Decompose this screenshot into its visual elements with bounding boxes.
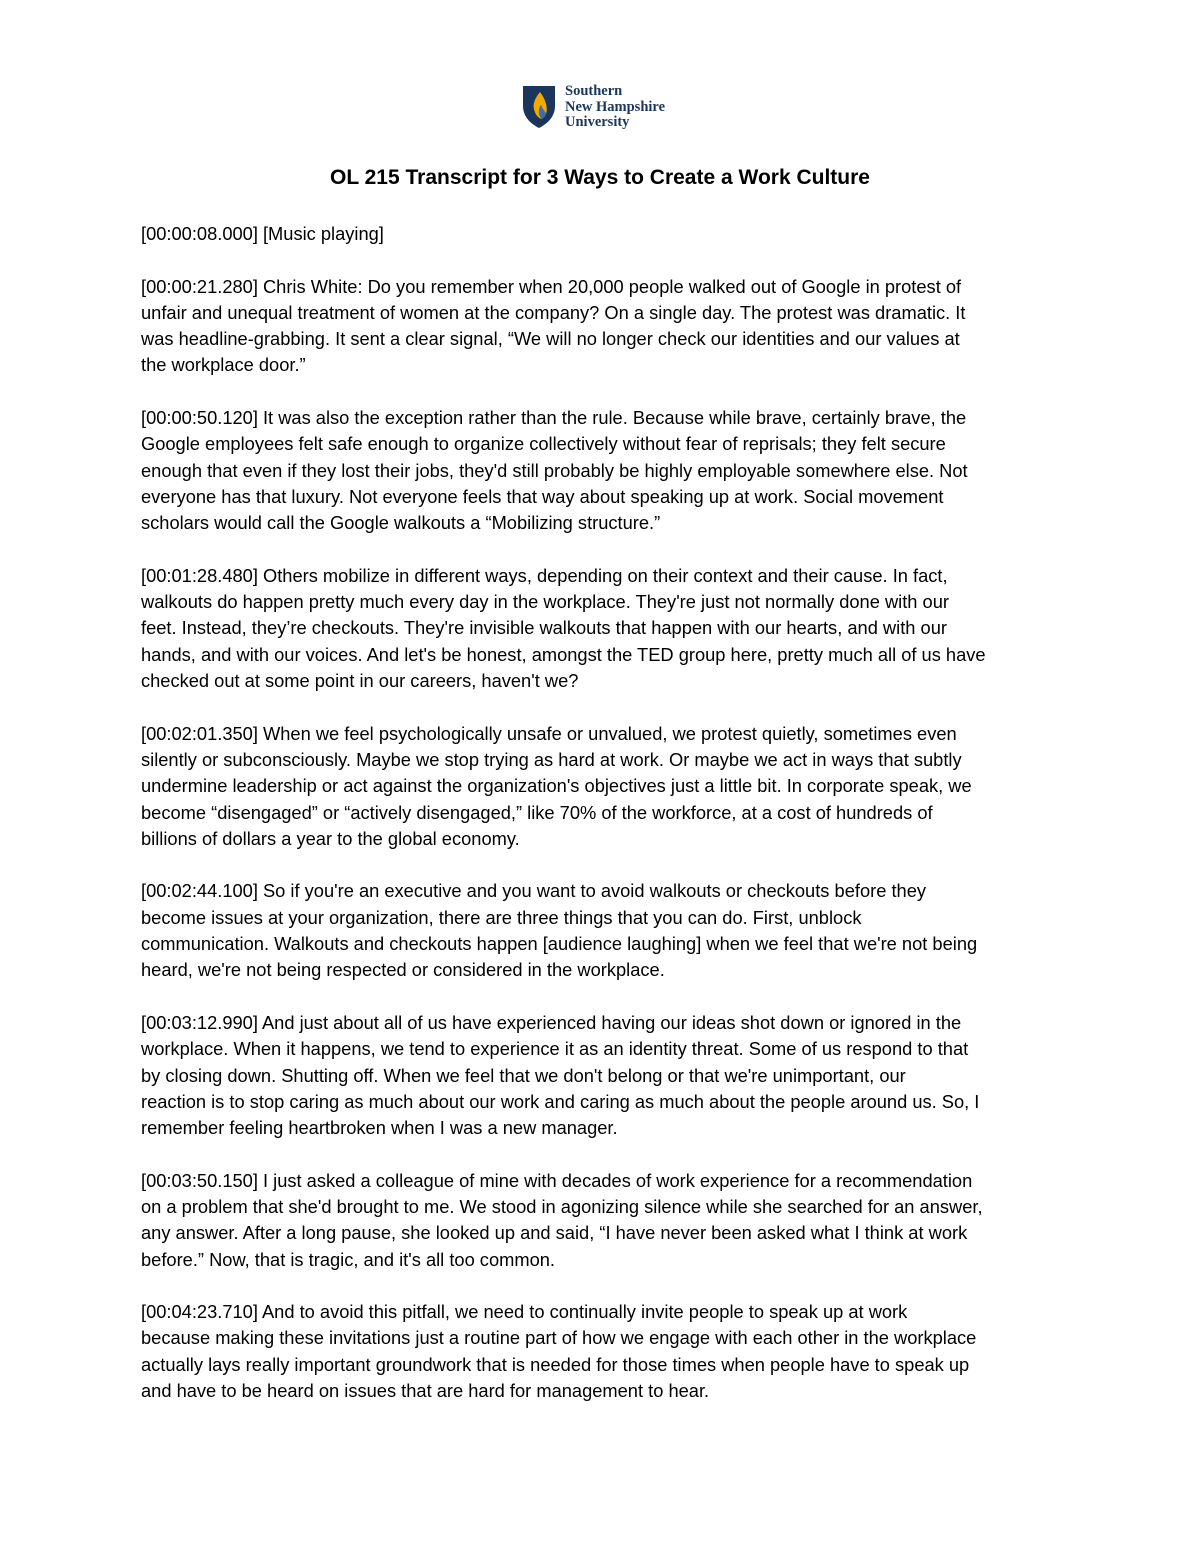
transcript-line: any answer. After a long pause, she looked up and said, “I have never been asked what I think at work: [141, 1222, 968, 1244]
transcript-paragraph: [141, 1299, 1066, 1404]
transcript-line: by closing down. Shutting off. When we feel that we don't belong or that we're unimportant, our: [141, 1064, 906, 1086]
transcript-line: everyone has that luxury. Not everyone feels that way about speaking up at work. Social movement: [141, 485, 944, 507]
transcript-line: feet. Instead, they’re checkouts. They're invisible walkouts that happen with our hearts, and with our: [141, 617, 947, 639]
transcript-paragraph: [141, 721, 1066, 852]
transcript-paragraph: [141, 1010, 1066, 1141]
logo-line: Southern: [565, 83, 623, 99]
transcript-body: [141, 221, 1066, 1431]
transcript-line: communication. Walkouts and checkouts happen [audience laughing] when we feel that we're not being: [141, 933, 978, 955]
transcript-paragraph: [141, 878, 1066, 983]
transcript-line: billions of dollars a year to the global economy.: [141, 827, 520, 849]
transcript-line: [00:01:28.480] Others mobilize in different ways, depending on their context and their cause. In fact,: [141, 564, 948, 586]
logo-line: University: [565, 114, 630, 130]
transcript-line: the workplace door.”: [141, 354, 306, 376]
transcript-paragraph: [141, 1168, 1066, 1273]
transcript-line: [00:04:23.710] And to avoid this pitfall, we need to continually invite people to speak up at work: [141, 1301, 908, 1323]
transcript-line: [00:02:44.100] So if you're an executive and you want to avoid walkouts or checkouts before they: [141, 880, 926, 902]
transcript-line: because making these invitations just a routine part of how we engage with each other in the workplace: [141, 1327, 977, 1349]
transcript-line: [00:02:01.350] When we feel psychologically unsafe or unvalued, we protest quietly, sometimes even: [141, 722, 957, 744]
transcript-paragraph: [141, 221, 1066, 247]
shield-flame-icon: [521, 84, 557, 130]
transcript-line: actually lays really important groundwork that is needed for those times when people have to speak up: [141, 1353, 970, 1375]
transcript-line: [00:00:08.000] [Music playing]: [141, 223, 384, 244]
transcript-line: enough that even if they lost their jobs, they'd still probably be highly employable somewhere else. Not: [141, 459, 968, 481]
transcript-line: before.” Now, that is tragic, and it's all too common.: [141, 1248, 555, 1270]
transcript-line: silently or subconsciously. Maybe we stop trying as hard at work. Or maybe we act in ways that subtly: [141, 748, 962, 770]
transcript-line: reaction is to stop caring as much about our work and caring as much about the people around us. So, I: [141, 1090, 980, 1112]
transcript-line: heard, we're not being respected or considered in the workplace.: [141, 959, 665, 981]
transcript-line: and have to be heard on issues that are hard for management to hear.: [141, 1380, 710, 1402]
transcript-line: [00:00:50.120] It was also the exception rather than the rule. Because while brave, certainly brave, the: [141, 407, 967, 429]
transcript-line: scholars would call the Google walkouts a “Mobilizing structure.”: [141, 512, 661, 534]
transcript-line: workplace. When it happens, we tend to experience it as an identity threat. Some of us respond to that: [141, 1038, 969, 1060]
transcript-paragraph: [141, 405, 1066, 536]
transcript-line: on a problem that she'd brought to me. We stood in agonizing silence while she searched for an answer,: [141, 1195, 983, 1217]
transcript-line: remember feeling heartbroken when I was a new manager.: [141, 1117, 618, 1139]
logo-line: New Hampshire: [565, 98, 666, 115]
transcript-line: [00:03:12.990] And just about all of us have experienced having our ideas shot down or ignored in the: [141, 1011, 962, 1033]
university-logo: [521, 84, 665, 131]
transcript-line: [00:03:50.150] I just asked a colleague of mine with decades of work experience for a recommendation: [141, 1169, 973, 1191]
transcript-line: hands, and with our voices. And let's be honest, amongst the TED group here, pretty much all of us have: [141, 643, 986, 665]
transcript-line: become “disengaged” or “actively disengaged,” like 70% of the workforce, at a cost of hundreds of: [141, 801, 933, 823]
transcript-line: [00:00:21.280] Chris White: Do you remember when 20,000 people walked out of Google in protest of: [141, 275, 962, 297]
transcript-paragraph: [141, 274, 1066, 379]
transcript-line: Google employees felt safe enough to organize collectively without fear of reprisals; they felt secure: [141, 433, 946, 455]
transcript-line: become issues at your organization, there are three things that you can do. First, unblock: [141, 906, 862, 928]
transcript-line: was headline-grabbing. It sent a clear signal, “We will no longer check our identities and our values at: [141, 328, 960, 350]
transcript-line: checked out at some point in our careers, haven't we?: [141, 670, 579, 692]
transcript-line: walkouts do happen pretty much every day in the workplace. They're just not normally done with our: [141, 591, 949, 613]
transcript-paragraph: [141, 563, 1066, 694]
transcript-line: unfair and unequal treatment of women at the company? On a single day. The protest was dramatic. It: [141, 301, 966, 323]
university-name: [565, 84, 665, 131]
transcript-line: undermine leadership or act against the organization's objectives just a little bit. In corporate speak, we: [141, 775, 972, 797]
document-title: OL 215 Transcript for 3 Ways to Create a Work Culture: [330, 166, 870, 189]
